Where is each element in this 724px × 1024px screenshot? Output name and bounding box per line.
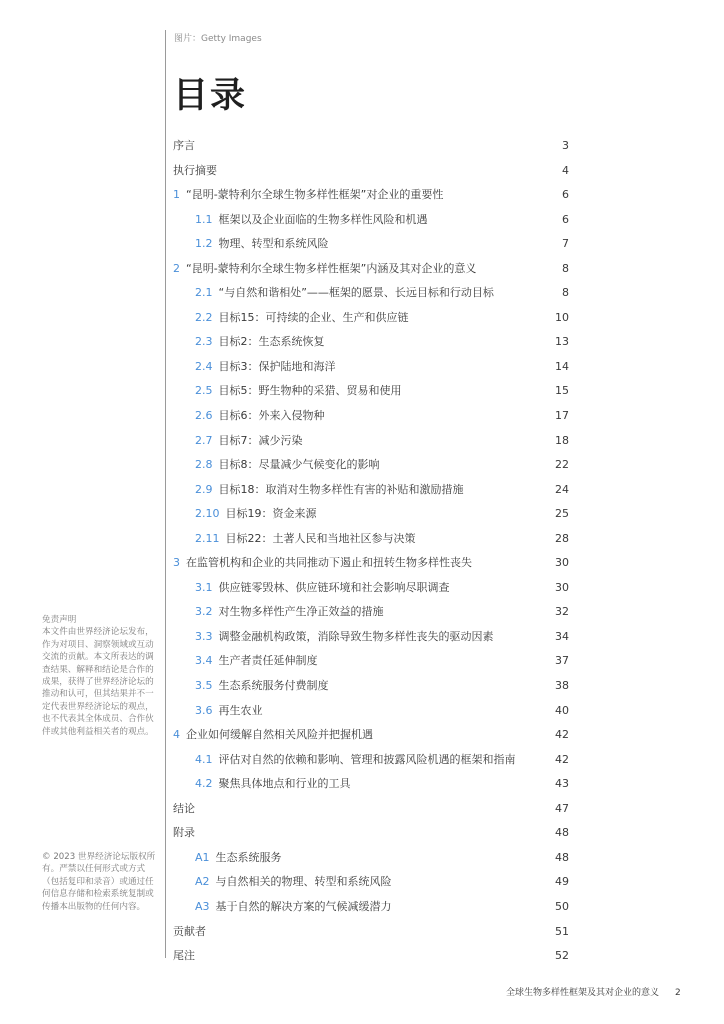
toc-entry-page: 18	[555, 433, 569, 447]
toc-entry-number: A1	[195, 850, 210, 864]
toc-entry-page: 32	[555, 605, 569, 619]
toc-entry[interactable]	[173, 772, 569, 797]
toc-entry-label: 生态系统服务	[215, 850, 282, 864]
toc-entry[interactable]	[173, 895, 569, 920]
toc-entry[interactable]	[173, 502, 569, 527]
photo-credit: 图片：Getty Images	[174, 34, 262, 44]
toc-entry-label: 在监管机构和企业的共同推动下遏止和扭转生物多样性丧失	[186, 556, 472, 570]
toc-entry[interactable]	[173, 821, 569, 846]
toc-entry[interactable]	[173, 183, 569, 208]
toc-entry-page: 30	[555, 556, 569, 570]
toc-entry-number: 1.1	[195, 212, 213, 226]
toc-entry-page: 24	[555, 482, 569, 496]
toc-entry-number: 3.3	[195, 629, 213, 643]
toc-entry[interactable]	[173, 625, 569, 650]
toc-entry-page: 8	[562, 261, 569, 275]
toc-entry-page: 3	[562, 139, 569, 152]
toc-entry-number: 3.6	[195, 703, 213, 717]
toc-entry-number: 2.2	[195, 310, 213, 324]
toc-entry-page: 10	[555, 310, 569, 324]
footer-page-number: 2	[675, 988, 681, 998]
toc-entry-number: A2	[195, 875, 210, 889]
toc-entry-page: 14	[555, 359, 569, 373]
toc-entry-number: 4.1	[195, 752, 213, 766]
toc-entry[interactable]	[173, 600, 569, 625]
toc-entry-page: 50	[555, 899, 569, 913]
toc-entry[interactable]	[173, 330, 569, 355]
toc-entry[interactable]	[173, 159, 569, 184]
toc-entry-label: 目标5：野生物种的采猎、贸易和使用	[218, 384, 402, 398]
toc-entry-label: “昆明-蒙特利尔全球生物多样性框架”对企业的重要性	[186, 188, 444, 202]
toc-entry-number: 4	[173, 728, 180, 742]
toc-entry[interactable]	[173, 551, 569, 576]
toc-entry-page: 49	[555, 875, 569, 889]
toc-entry[interactable]	[173, 870, 569, 895]
toc-entry-page: 48	[555, 850, 569, 864]
toc-entry-label: 贡献者	[173, 924, 206, 938]
footer-title: 全球生物多样性框架及其对企业的意义	[506, 988, 660, 998]
toc-entry-number: 2.6	[195, 409, 213, 423]
toc-entry-number: 3.4	[195, 654, 213, 668]
toc-entry[interactable]	[173, 649, 569, 674]
toc-entry-label: “与自然和谐相处”——框架的愿景、长远目标和行动目标	[218, 286, 494, 300]
toc-entry-label: 与自然相关的物理、转型和系统风险	[215, 875, 392, 889]
copyright-notice	[42, 851, 156, 913]
toc-entry[interactable]	[173, 699, 569, 724]
toc-entry[interactable]	[173, 453, 569, 478]
toc-entry[interactable]	[173, 748, 569, 773]
toc-entry-label: 基于自然的解决方案的气候减缓潜力	[215, 899, 392, 913]
disclaimer-body: 本文件由世界经济论坛发布，作为对项目、洞察领域或互动交流的贡献。本文所表达的调查结果、解释和结论是合作的成果，获得了世界经济论坛的推动和认可，但其结果并不一定代表世界经济论坛的观点，也不代表其全体成员、合作伙伴或其他利益相关者的观点。	[42, 627, 154, 737]
toc-entry-page: 48	[555, 826, 569, 840]
toc-entry[interactable]	[173, 257, 569, 282]
toc-entry[interactable]	[173, 846, 569, 871]
toc-entry-page: 42	[555, 752, 569, 766]
toc-entry-number: 2.1	[195, 286, 213, 300]
toc-entry-label: 附录	[173, 826, 195, 840]
toc-entry-number: 2	[173, 261, 180, 275]
toc-entry-page: 47	[555, 801, 569, 815]
toc-entry[interactable]	[173, 379, 569, 404]
toc-entry-label: 目标15：可持续的企业、生产和供应链	[218, 310, 409, 324]
toc-entry-label: 序言	[173, 139, 195, 152]
toc-entry-number: 3.1	[195, 580, 213, 594]
toc-entry-label: 目标3：保护陆地和海洋	[218, 359, 336, 373]
toc-entry-page: 13	[555, 335, 569, 349]
toc-entry-page: 37	[555, 654, 569, 668]
toc-entry-label: 目标2：生态系统恢复	[218, 335, 325, 349]
toc-entry[interactable]	[173, 134, 569, 159]
toc-entry[interactable]	[173, 281, 569, 306]
toc-entry[interactable]	[173, 355, 569, 380]
toc-entry-number: 3.2	[195, 605, 213, 619]
toc-entry-page: 30	[555, 580, 569, 594]
toc-entry-label: 目标8：尽量减少气候变化的影响	[218, 458, 380, 472]
toc-entry-number: 2.3	[195, 335, 213, 349]
toc-entry-label: 目标6：外来入侵物种	[218, 409, 325, 423]
disclaimer-block	[42, 614, 156, 738]
toc-entry-number: 3	[173, 556, 180, 570]
toc-entry-number: 1.2	[195, 237, 213, 251]
toc-entry[interactable]	[173, 232, 569, 257]
toc-entry-label: 目标18：取消对生物多样性有害的补贴和激励措施	[218, 482, 464, 496]
toc-entry-page: 52	[555, 949, 569, 963]
toc-entry-label: 对生物多样性产生净正效益的措施	[218, 605, 384, 619]
vertical-divider	[165, 30, 166, 958]
toc-entry-label: 供应链零毁林、供应链环境和社会影响尽职调查	[218, 580, 450, 594]
toc-entry[interactable]	[173, 429, 569, 454]
toc-entry[interactable]	[173, 208, 569, 233]
toc-entry-label: 物理、转型和系统风险	[218, 237, 329, 251]
toc-entry[interactable]	[173, 797, 569, 822]
toc-entry[interactable]	[173, 478, 569, 503]
toc-entry-label: 生产者责任延伸制度	[218, 654, 318, 668]
toc-entry-page: 4	[562, 163, 569, 177]
toc-entry-page: 6	[562, 188, 569, 202]
toc-entry[interactable]	[173, 674, 569, 699]
toc-entry-page: 7	[562, 237, 569, 251]
toc-entry[interactable]	[173, 944, 569, 969]
toc-entry-page: 25	[555, 507, 569, 521]
toc-entry-number: 2.11	[195, 531, 220, 545]
toc-entry[interactable]	[173, 920, 569, 945]
toc-entry-label: 企业如何缓解自然相关风险并把握机遇	[186, 728, 373, 742]
toc-entry[interactable]	[173, 576, 569, 601]
toc-entry-number: 2.4	[195, 359, 213, 373]
toc-entry-label: “昆明-蒙特利尔全球生物多样性框架”内涵及其对企业的意义	[186, 261, 477, 275]
toc-entry-number: 2.9	[195, 482, 213, 496]
toc-entry-label: 再生农业	[218, 703, 263, 717]
page-title: 目录	[173, 76, 248, 116]
toc-entry-number: 2.10	[195, 507, 220, 521]
toc-entry-page: 22	[555, 458, 569, 472]
toc-entry-label: 调整金融机构政策，消除导致生物多样性丧失的驱动因素	[218, 629, 494, 643]
disclaimer-heading: 免责声明	[42, 615, 77, 625]
toc-entry-page: 51	[555, 924, 569, 938]
copyright-text: © 2023 世界经济论坛版权所有。严禁以任何形式或方式（包括复印和录音）或通过任何信息存储和检索系统复制或传播本出版物的任何内容。	[42, 852, 156, 912]
toc-entry-label: 目标7：减少污染	[218, 433, 303, 447]
toc-entry-number: 2.8	[195, 458, 213, 472]
toc-entry-page: 15	[555, 384, 569, 398]
toc-entry-label: 评估对自然的依赖和影响、管理和披露风险机遇的框架和指南	[218, 752, 516, 766]
toc-entry[interactable]	[173, 306, 569, 331]
toc-entry-page: 28	[555, 531, 569, 545]
toc-entry-label: 框架以及企业面临的生物多样性风险和机遇	[218, 212, 428, 226]
toc-entry[interactable]	[173, 404, 569, 429]
toc-entry-page: 8	[562, 286, 569, 300]
toc-entry-page: 6	[562, 212, 569, 226]
table-of-contents	[173, 134, 569, 969]
toc-entry-page: 17	[555, 409, 569, 423]
toc-entry-page: 38	[555, 679, 569, 693]
toc-entry-page: 42	[555, 728, 569, 742]
toc-entry-number: A3	[195, 899, 210, 913]
toc-entry-number: 2.5	[195, 384, 213, 398]
toc-entry-page: 34	[555, 629, 569, 643]
toc-entry-label: 结论	[173, 801, 195, 815]
toc-entry-label: 目标19：资金来源	[225, 507, 317, 521]
page-footer	[506, 985, 681, 998]
toc-entry-label: 目标22：土著人民和当地社区参与决策	[225, 531, 416, 545]
toc-entry-label: 执行摘要	[173, 163, 217, 177]
toc-entry-number: 2.7	[195, 433, 213, 447]
toc-entry-number: 4.2	[195, 777, 213, 791]
toc-entry-page: 40	[555, 703, 569, 717]
toc-entry[interactable]	[173, 527, 569, 552]
toc-entry-label: 尾注	[173, 949, 195, 963]
toc-entry-label: 生态系统服务付费制度	[218, 679, 329, 693]
toc-entry-number: 3.5	[195, 679, 213, 693]
toc-entry[interactable]	[173, 723, 569, 748]
toc-entry-page: 43	[555, 777, 569, 791]
toc-entry-number: 1	[173, 188, 180, 202]
toc-entry-label: 聚焦具体地点和行业的工具	[218, 777, 351, 791]
